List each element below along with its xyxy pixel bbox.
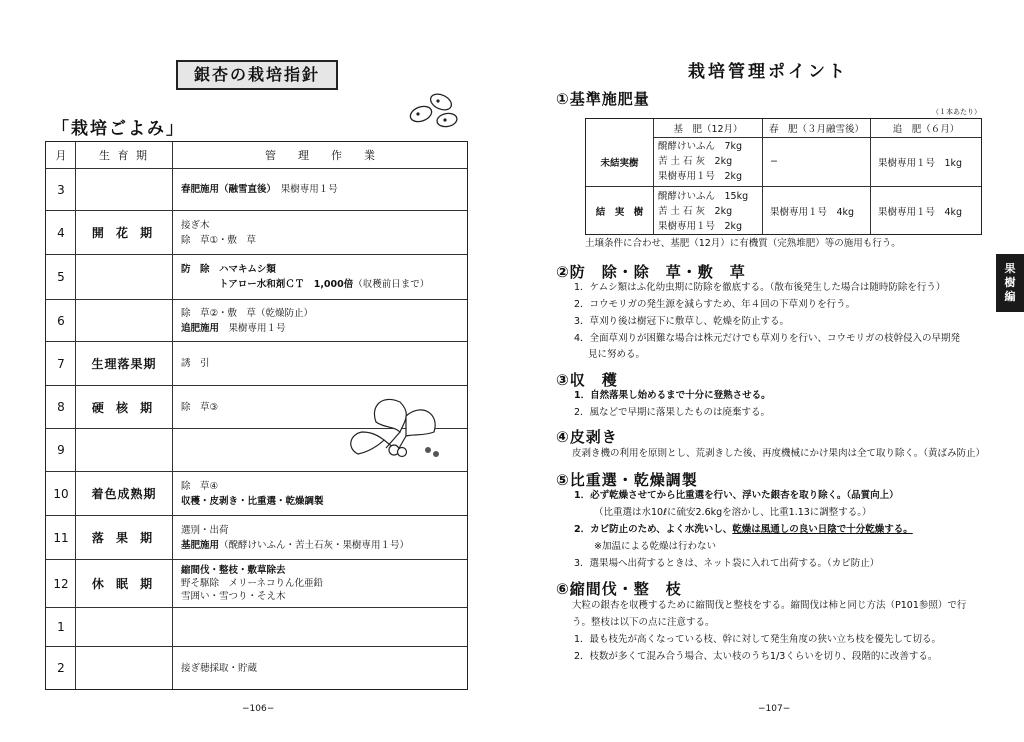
list-item: 2．枝数が多くて混み合う場合、太い枝のうち1/3くらいを切り、段階的に改善する。	[574, 651, 938, 662]
work-cell	[173, 169, 463, 210]
fert-item: 醗酵けいふん 15kg	[658, 190, 749, 202]
work-cell	[173, 560, 463, 607]
month-cell: 8	[57, 400, 65, 414]
stage-cell	[76, 169, 172, 210]
tab-char: 果	[1004, 262, 1016, 275]
work-cell	[173, 516, 463, 559]
work-text-bold: 防 除 ハマキムシ類	[181, 264, 276, 275]
list-item: 4．全面草刈りが困難な場合は株元だけでも草刈りを行い、コウモリガの枝幹侵入の早期発	[574, 333, 960, 344]
work-cell	[173, 211, 463, 254]
stage-cell	[76, 429, 172, 471]
work-text: 誘 引	[181, 358, 210, 369]
fert-row-label: 未結実樹	[600, 157, 639, 169]
calendar-heading: 「栽培ごよみ」	[52, 119, 185, 139]
stage-cell: 休 眠 期	[91, 577, 157, 591]
work-text: 選別・出荷	[181, 524, 229, 536]
list-item: 3．選果場へ出荷するときは、ネット袋に入れて出荷する。（カビ防止）	[574, 558, 880, 569]
fert-item: 醗酵けいふん 7kg	[658, 141, 743, 152]
list-item	[574, 522, 913, 538]
fert-base-cell	[658, 137, 742, 186]
work-text-bold: 春肥施用（融雪直後）	[181, 184, 272, 195]
month-cell: 4	[57, 225, 65, 240]
work-cell	[173, 647, 463, 689]
fert-spring-cell: 果樹専用１号 4kg	[770, 207, 855, 218]
sec6-title: ⑥縮間伐・整 枝	[556, 580, 682, 598]
fert-row-label: 結 実 樹	[595, 207, 644, 218]
header-work: 管 理 作 業	[265, 148, 375, 162]
work-text: 果樹専用１号	[219, 322, 286, 334]
month-cell: 7	[57, 356, 65, 371]
list-item: 2．コウモリガの発生源を減らすため、年４回の下草刈りを行う。	[574, 299, 856, 310]
stage-cell	[76, 608, 172, 646]
sec4-title: ④皮剥き	[556, 428, 618, 446]
fert-spring-cell: −	[770, 156, 778, 167]
list-subitem: （比重選は水10ℓに硫安2.6kgを溶かし、比重1.13に調整する。）	[594, 507, 872, 518]
stage-cell	[76, 647, 172, 689]
work-text-bold: 収穫・皮剥き・比重選・乾燥調製	[181, 495, 324, 507]
work-cell	[173, 342, 463, 385]
fert-item: 苦 土 石 灰 2kg	[658, 156, 733, 167]
month-cell: 1	[57, 620, 65, 634]
ginkgo-nuts-illustration	[405, 88, 465, 132]
month-cell: 5	[57, 270, 65, 284]
list-item: 見に努める。	[588, 349, 646, 360]
fert-item: 苦 土 石 灰 2kg	[658, 205, 733, 217]
paragraph-line: 大粒の銀杏を収穫するために縮間伐と整枝をする。縮間伐は柿と同じ方法（P101参照）で行	[572, 600, 967, 611]
work-text: 除 草③	[181, 401, 219, 413]
side-tab-fruit-trees	[996, 254, 1024, 312]
stage-cell: 硬 核 期	[91, 400, 157, 415]
unit-note: （１本あたり）	[932, 108, 981, 116]
sec5-title: ⑤比重選・乾燥調製	[556, 471, 698, 489]
work-text-bold: 基肥施用	[181, 539, 220, 551]
work-text-bold: トアロー水和剤ＣＴ 1,000倍	[181, 279, 354, 290]
page-number-right: −107−	[758, 704, 791, 714]
page-number-left: −106−	[242, 704, 275, 714]
work-text: 接ぎ木	[181, 219, 210, 231]
fert-header: 基 肥（12月）	[673, 124, 743, 135]
month-cell: 11	[53, 530, 69, 545]
list-subitem: ※加温による乾燥は行わない	[594, 541, 716, 552]
fert-base-cell	[658, 187, 748, 235]
work-text: 除 草②・敷 草（乾燥防止）	[181, 307, 314, 319]
work-text: （醗酵けいふん・苦土石灰・果樹専用１号）	[219, 539, 410, 551]
page-title: 銀杏の栽培指針	[176, 60, 338, 90]
ginkgo-leaf-illustration	[342, 392, 448, 464]
list-item-text: 2．カビ防止のため、よく水洗いし、	[574, 524, 733, 535]
fert-item: 果樹専用１号 2kg	[658, 171, 743, 182]
header-stage: 生 育 期	[99, 149, 149, 162]
list-item: 2．風などで早期に落果したものは廃棄する。	[574, 407, 771, 418]
stage-cell	[76, 300, 172, 341]
header-month: 月	[55, 149, 67, 162]
list-item: 1．自然落果し始めるまで十分に登熟させる。	[574, 390, 771, 401]
work-text: （収穫前日まで）	[353, 279, 430, 290]
work-text: 除 草①・敷 草	[181, 234, 257, 246]
stage-cell	[76, 255, 172, 299]
cultivation-calendar-table	[45, 141, 468, 690]
work-cell	[173, 300, 463, 341]
month-cell: 9	[57, 443, 65, 457]
fert-header: 春 肥（３月融雪後）	[768, 124, 864, 135]
sec3-title: ③収 穫	[556, 371, 618, 389]
stage-cell: 開 花 期	[91, 226, 157, 240]
fert-header: 追 肥（６月）	[892, 124, 960, 135]
month-cell: 10	[53, 486, 69, 501]
underlined-text: 乾燥は風通しの良い日陰で十分乾燥する。	[732, 524, 913, 535]
tab-char: 編	[1004, 290, 1016, 303]
tab-char: 樹	[1004, 276, 1016, 289]
work-text: 野そ駆除 メリーネコりん化亜鉛	[181, 578, 324, 589]
work-text: 接ぎ穂採取・貯蔵	[181, 662, 258, 674]
work-text: 雪囲い・雪つり・そえ木	[181, 591, 286, 602]
stage-cell: 着色成熟期	[91, 487, 157, 501]
paragraph: 皮剥き機の利用を原則とし、荒剥きした後、再度機械にかけ果肉は全て取り除く。（黄ばみ防止）	[572, 448, 986, 459]
stage-cell: 生理落果期	[91, 357, 157, 371]
list-item: 1．ケムシ類はふ化幼虫期に防除を徹底する。（散布後発生した場合は随時防除を行う）	[574, 282, 946, 293]
month-cell: 2	[57, 661, 65, 675]
fert-top-cell: 果樹専用１号 4kg	[878, 207, 963, 218]
fertilizer-table	[585, 118, 982, 235]
work-text: 果樹専用１号	[271, 184, 338, 195]
month-cell: 6	[57, 313, 65, 328]
month-cell: 3	[57, 182, 65, 197]
work-text-bold: 縮間伐・整枝・敷草除去	[181, 565, 286, 576]
work-text-bold: 追肥施用	[181, 322, 220, 334]
work-cell	[173, 472, 463, 515]
fert-item: 果樹専用１号 2kg	[658, 220, 743, 232]
sec1-title: ①基準施肥量	[556, 90, 650, 108]
paragraph-line: う。整枝は以下の点に注意する。	[572, 617, 715, 628]
list-item: 1．必ず乾燥させてから比重選を行い、浮いた銀杏を取り除く。（品質向上）	[574, 490, 899, 501]
month-cell: 12	[53, 576, 69, 591]
work-text: 除 草④	[181, 480, 219, 492]
stage-cell: 落 果 期	[91, 531, 157, 545]
list-item: 1．最も枝先が高くなっている枝、幹に対して発生角度の狭い立ち枝を優先して切る。	[574, 634, 942, 645]
list-item: 3．草刈り後は樹冠下に敷草し、乾燥を防止する。	[574, 316, 790, 327]
work-cell	[173, 255, 463, 299]
sec2-title: ②防 除・除 草・敷 草	[556, 263, 746, 281]
fert-top-cell: 果樹専用１号 1kg	[878, 157, 963, 169]
fert-note: 土壌条件に合わせ、基肥（12月）に有機質（完熟堆肥）等の施用も行う。	[585, 238, 901, 249]
section-heading: 栽培管理ポイント	[688, 62, 848, 82]
